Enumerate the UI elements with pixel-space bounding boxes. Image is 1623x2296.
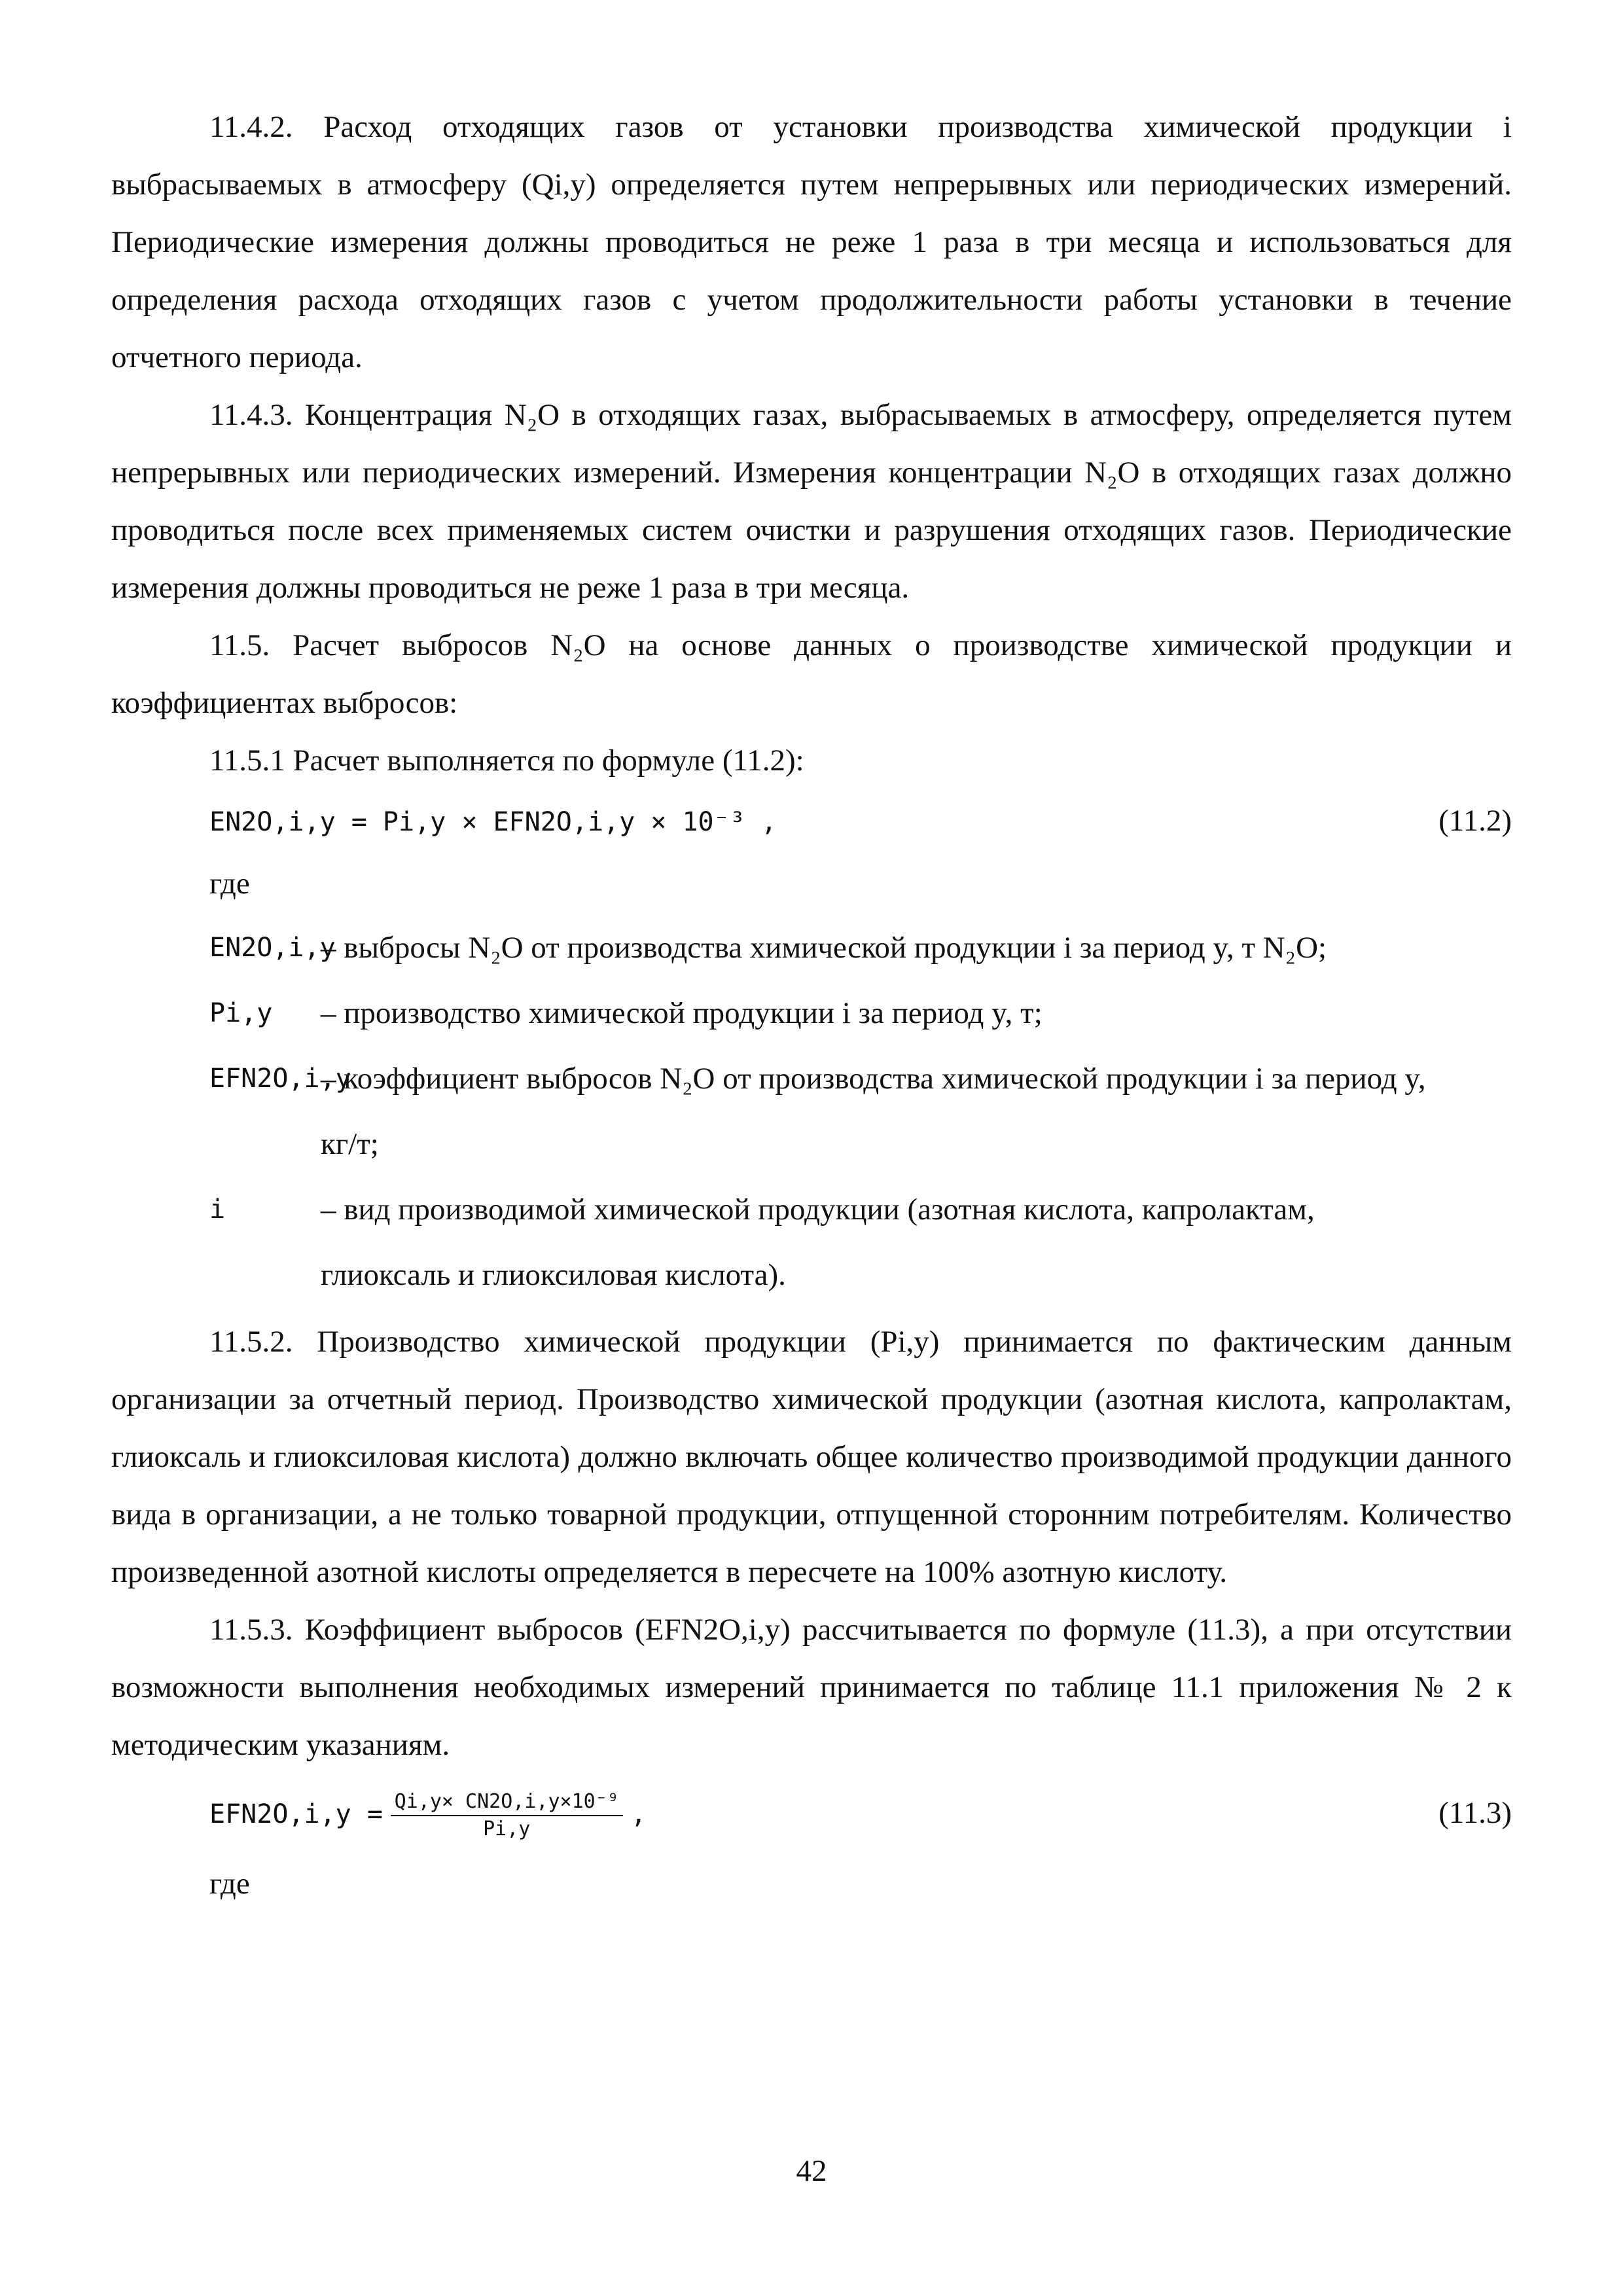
paragraph-11-4-3: 11.4.3. Концентрация N₂O в отходящих газах, выбрасываемых в атмосферу, определяется путем непрерывных или периодических измерений. Измерения концентрации N₂O в отходящих газах должно проводиться после всех применяемых систем очистки и разрушения отходящих газов. Периодические измерения должны проводиться не реже 1 раза в три месяца. [111, 398, 1512, 605]
formula-11-2 [209, 789, 1512, 852]
definition-text: – производство химической продукции i за период y, т; [321, 996, 1043, 1030]
formula-11-3 [209, 1774, 1512, 1852]
page-number: 42 [796, 2154, 827, 2188]
definition-text: – вид производимой химической продукции (азотная кислота, капролактам, [321, 1193, 1315, 1227]
definition-symbol: Pi,y [209, 998, 273, 1028]
page-content [111, 98, 1512, 1915]
definition-product-type [209, 1177, 1512, 1308]
formula-11-3-suffix: , [630, 1799, 647, 1829]
definition-emission-factor [209, 1046, 1512, 1177]
paragraph-11-5-3: 11.5.3. Коэффициент выбросов (EFN2O,i,y) рассчитывается по формуле (11.3), а при отсутствии возможности выполнения необходимых измерений принимается по таблице 11.1 приложения № 2 к методическим указаниям. [111, 1613, 1512, 1762]
paragraph-11-5: 11.5. Расчет выбросов N₂O на основе данных о производстве химической продукции и коэффициентах выбросов: [111, 628, 1512, 720]
formula-11-3-lhs: EFN2O,i,y = [209, 1799, 383, 1829]
formula-11-3-fraction [391, 1789, 623, 1842]
definition-continuation: глиоксаль и глиоксиловая кислота). [321, 1258, 786, 1292]
where-label: где [209, 1867, 250, 1901]
formula-11-3-denominator: Pi,y [483, 1818, 531, 1841]
definition-symbol: EFN2O,i,y [209, 1064, 351, 1094]
definition-symbol: i [209, 1194, 226, 1225]
formula-11-3-numerator: Qi,y× CN2O,i,y×10⁻⁹ [391, 1789, 623, 1816]
definition-production [209, 980, 1512, 1046]
paragraph-11-5-1: 11.5.1 Расчет выполняется по формуле (11.2): [209, 744, 804, 778]
paragraph-11-4-2: 11.4.2. Расход отходящих газов от установки производства химической продукции i выбрасываемых в атмосферу (Qi,y) определяется путем непрерывных или периодических измерений. Периодические измерения должны проводиться не реже 1 раза в три месяца и использоваться для определения расхода отходящих газов с учетом продолжительности работы установки в течение отчетного периода. [111, 110, 1512, 374]
paragraph-11-5-2: 11.5.2. Производство химической продукции (Pi,y) принимается по фактическим данным организации за отчетный период. Производство химической продукции (азотная кислота, капролактам, глиоксаль и глиоксиловая кислота) должно включать общее количество производимой продукции данного вида в организации, а не только товарной продукции, отпущенной сторонним потребителям. Количество произведенной азотной кислоты определяется в пересчете на 100% азотную кислоту. [111, 1325, 1512, 1589]
definition-emissions [209, 915, 1512, 980]
formula-11-3-number: (11.3) [1438, 1796, 1512, 1830]
where-label: где [209, 867, 250, 901]
definition-text: – выбросы N₂O от производства химической продукции i за период y, т N₂O; [321, 931, 1327, 965]
definition-symbol: EN2O,i,y [209, 933, 336, 963]
definition-text: – коэффициент выбросов N₂O от производства химической продукции i за период y, [321, 1062, 1426, 1096]
formula-11-2-expression: EN2O,i,y = Pi,y × EFN2O,i,y × 10⁻³ , [209, 807, 777, 837]
formula-11-2-number: (11.2) [1438, 804, 1512, 838]
definition-continuation: кг/т; [321, 1127, 379, 1161]
